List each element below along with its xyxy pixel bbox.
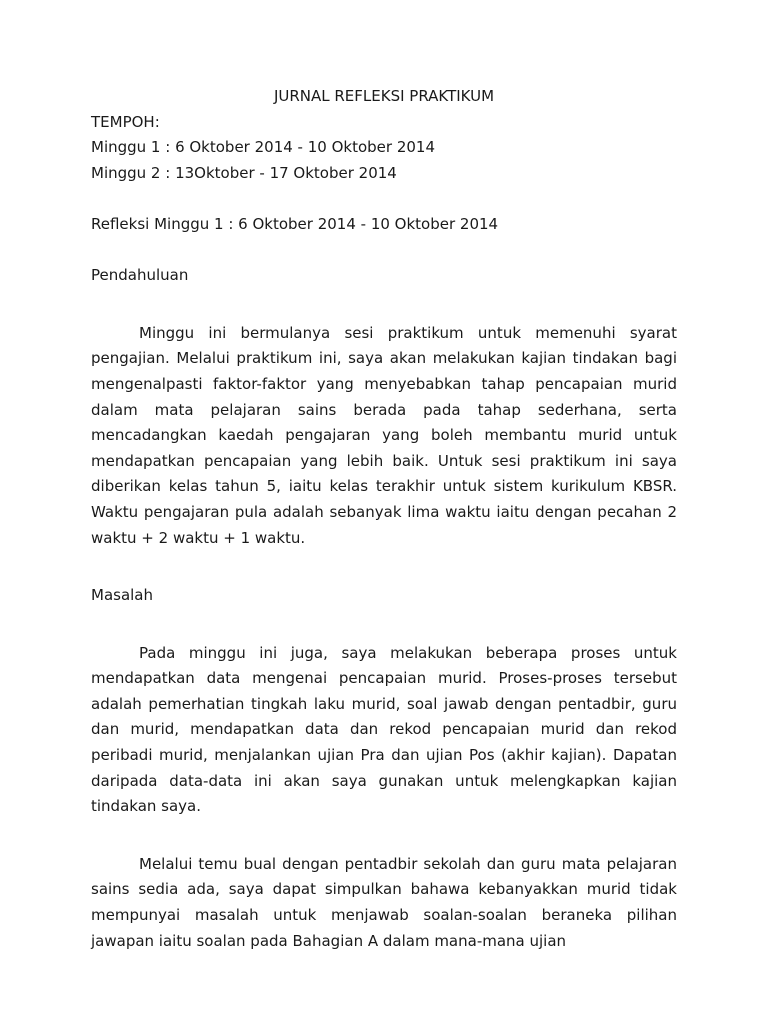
intro-paragraph: Minggu ini bermulanya sesi praktikum untuk memenuhi syarat pengajian. Melalui praktikum ini, saya akan melakukan kajian tindakan bagi mengenalpasti faktor-faktor yang menyebabkan tahap pencapaian murid dalam mata pelajaran sains berada pada tahap sederhana, serta mencadangkan kaedah pengajaran yang boleh membantu murid untuk mendapatkan pencapaian yang lebih baik. Untuk sesi praktikum ini saya diberikan kelas tahun 5, iaitu kelas terakhir untuk sistem kurikulum KBSR. Waktu pengajaran pula adalah sebanyak lima waktu iaitu dengan pecahan 2 waktu + 2 waktu + 1 waktu. (91, 323, 677, 547)
document-title: JURNAL REFLEKSI PRAKTIKUM (273, 87, 495, 105)
spacer (91, 186, 677, 212)
week-1-dates: Minggu 1 : 6 Oktober 2014 - 10 Oktober 2014 (91, 138, 436, 157)
spacer (91, 289, 677, 321)
section-heading-masalah: Masalah (91, 586, 154, 605)
spacer (91, 820, 677, 852)
spacer (91, 238, 677, 264)
reflection-heading: Refleksi Minggu 1 : 6 Oktober 2014 - 10 Oktober 2014 (91, 214, 499, 233)
spacer (91, 609, 677, 641)
week-2-dates: Minggu 2 : 13Oktober - 17 Oktober 2014 (91, 163, 397, 182)
problem-paragraph-1: Pada minggu ini juga, saya melakukan beberapa proses untuk mendapatkan data mengenai pencapaian murid. Proses-proses tersebut adalah pemerhatian tingkah laku murid, soal jawab dengan pentadbir, guru dan murid, mendapatkan data dan rekod pencapaian murid dan rekod peribadi murid, menjalankan ujian Pra dan ujian Pos (akhir kajian). Dapatan daripada data-data ini akan saya gunakan untuk melengkapkan kajian tindakan saya. (91, 643, 677, 816)
spacer (91, 551, 677, 583)
section-heading-pendahuluan: Pendahuluan (91, 266, 189, 285)
tempoh-label: TEMPOH: (91, 112, 160, 131)
problem-paragraph-2: Melalui temu bual dengan pentadbir sekolah dan guru mata pelajaran sains sedia ada, saya dapat simpulkan bahawa kebanyakkan murid tidak mempunyai masalah untuk menjawab soalan-soalan beraneka pilihan jawapan iaitu soalan pada Bahagian A dalam mana-mana ujian (91, 854, 677, 950)
document-page (91, 84, 677, 954)
